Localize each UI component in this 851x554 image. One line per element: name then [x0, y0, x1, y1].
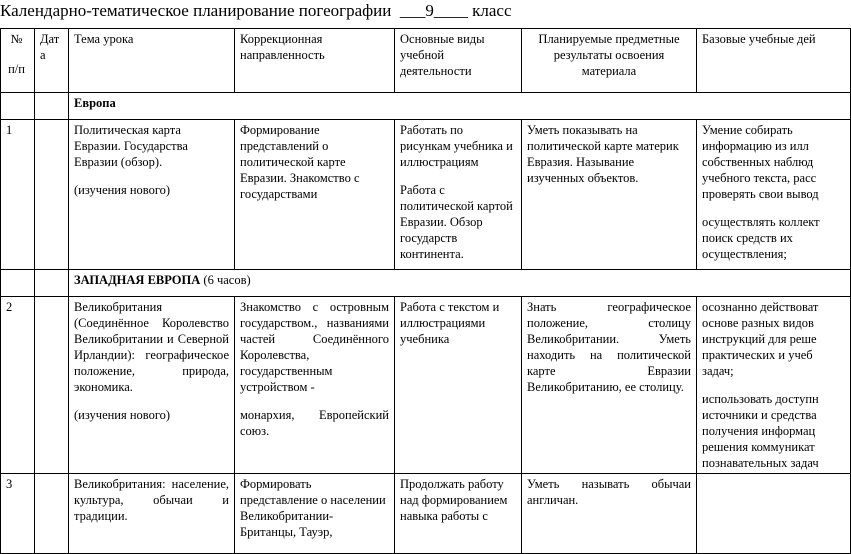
table-row [1, 297, 851, 474]
planning-table [0, 28, 851, 554]
header-row [1, 29, 851, 93]
header-activities: Основные виды учебной деятельности [395, 29, 522, 93]
row1-num: 1 [1, 120, 35, 270]
header-basic: Базовые учебные дей [697, 29, 851, 93]
row2-basic: осознанно действоват основе разных видов инструкций для реше практических и учеб задач; использовать доступн источники и средства получения информац решения коммуникат познавательных задач [697, 297, 851, 474]
header-topic: Тема урока [69, 29, 235, 93]
planning-table-container [0, 28, 820, 539]
table-row [1, 120, 851, 270]
row2-results: Знать географическое положение, столицу Великобритании. Уметь находить на политической карте Евразии Великобританию, ее столицу. [522, 297, 697, 474]
row3-correction: Формировать представление о населении Великобритании- Британцы, Тауэр, [235, 474, 395, 554]
row1-correction: Формирование представлений о политической карте Евразии. Знакомство с государствами [235, 120, 395, 270]
header-correction: Коррекционная направленность [235, 29, 395, 93]
section-row-europe [1, 93, 851, 120]
row1-results: Уметь показывать на политической карте материк Евразия. Называние изученных объектов. [522, 120, 697, 270]
row1-topic: Политическая карта Евразии. Государства Евразии (обзор). (изучения нового) [69, 120, 235, 270]
header-date: Дат а [35, 29, 69, 93]
row3-topic: Великобритания: население, культура, обычаи и традиции. [69, 474, 235, 554]
row2-topic: Великобритания (Соединённое Королевство Великобритании и Северной Ирландии): географическое положение, природа, экономика. (изучения нового) [69, 297, 235, 474]
row1-activities: Работать по рисункам учебника и иллюстрациям Работа с политической картой Евразии. Обзор государств континента. [395, 120, 522, 270]
section-west-title: ЗАПАДНАЯ ЕВРОПА (6 часов) [69, 270, 851, 297]
row3-activities: Продолжать работу над формированием навыка работы с [395, 474, 522, 554]
row2-activities: Работа с текстом и иллюстрациями учебника [395, 297, 522, 474]
row2-correction: Знакомство с островным государством., названиями частей Соединённого Королевства, государственным устройством - монархия, Европейский союз. [235, 297, 395, 474]
header-num-symbol: № [10, 32, 23, 46]
header-num-label: п/п [8, 62, 25, 76]
row2-num: 2 [1, 297, 35, 474]
header-results: Планируемые предметные результаты освоения материала [522, 29, 697, 93]
section-row-west [1, 270, 851, 297]
page-title: Календарно-тематическое планирование погеографии ___9____ класс [0, 1, 512, 20]
section-europe-title: Европа [69, 93, 851, 120]
table-row [1, 474, 851, 554]
header-num [1, 29, 35, 93]
row3-results: Уметь называть обычаи англичан. [522, 474, 697, 554]
row3-num: 3 [1, 474, 35, 554]
row1-basic: Умение собирать информацию из илл собственных наблюд учебного текста, расс проверять свои вывод осуществлять коллект поиск средств их осуществления; [697, 120, 851, 270]
